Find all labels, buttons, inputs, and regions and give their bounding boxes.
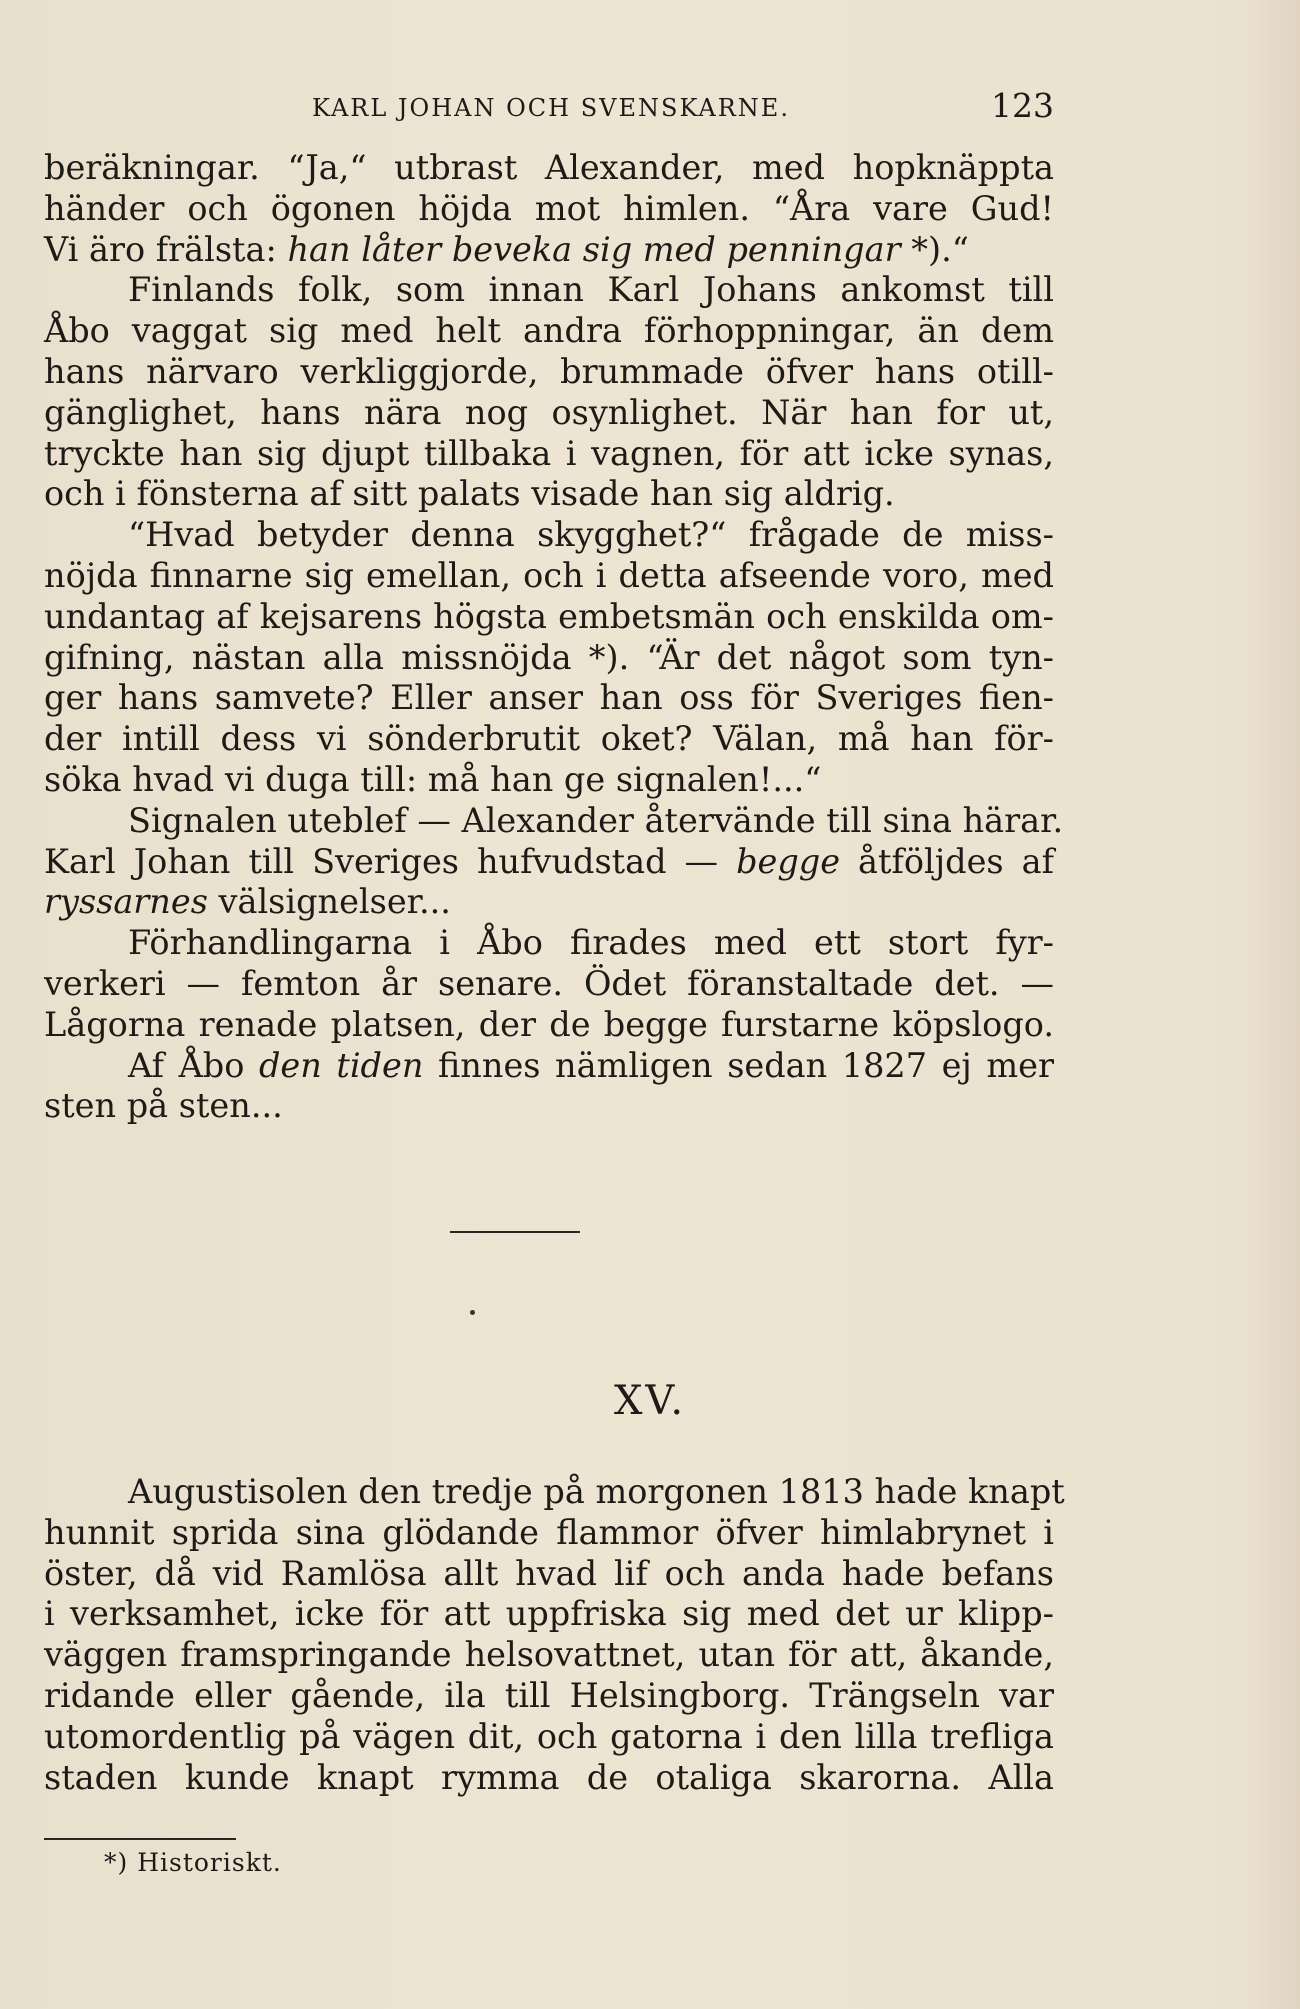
text-line <box>44 1472 1065 1513</box>
line-text: Karl Johan till Sveriges hufvudstad — <box>44 841 737 881</box>
page-shadow <box>1240 0 1300 2009</box>
line-text-continued: *).“ <box>900 229 969 269</box>
text-line <box>44 800 1064 842</box>
text-line <box>44 270 1054 311</box>
footnote: *) Historiskt. <box>104 1848 282 1877</box>
italic-text: ryssarnes <box>44 882 208 922</box>
text-line <box>44 597 1054 638</box>
text-line <box>44 964 1054 1005</box>
text-line <box>44 1086 1054 1127</box>
italic-text: han låter beveka sig med penningar <box>287 229 901 269</box>
line-text-continued: åtföljdes af <box>840 841 1054 881</box>
line-text: gifning, nästan alla missnöjda *). “Är det något som tyn- <box>44 637 1054 677</box>
line-text: hunnit sprida sina glödande flammor öfver himlabrynet i <box>44 1512 1054 1552</box>
text-line <box>44 434 1054 475</box>
text-line <box>44 230 1054 271</box>
line-text: beräkningar. “Ja,“ utbrast Alexander, med hopknäppta <box>44 148 1054 187</box>
paragraph <box>44 515 1054 801</box>
italic-text: den tiden <box>258 1045 424 1085</box>
text-line <box>44 638 1054 679</box>
line-text: Vi äro frälsta: <box>44 229 288 269</box>
text-line <box>44 923 1054 964</box>
line-text: gänglighet, hans nära nog osynlighet. När han for ut, <box>44 392 1054 432</box>
paragraph <box>44 148 1054 270</box>
text-line <box>44 556 1054 597</box>
line-text: nöjda finnarne sig emellan, och i detta afseende voro, med <box>44 555 1054 595</box>
text-line <box>44 515 1054 556</box>
chapter-heading: XV. <box>613 1378 687 1424</box>
page-number: 123 <box>991 86 1054 125</box>
text-line <box>44 719 1054 760</box>
text-line <box>44 678 1054 719</box>
line-text: söka hvad vi duga till: må han ge signalen!...“ <box>44 759 822 799</box>
text-line <box>44 148 1054 189</box>
line-text: ridande eller gående, ila till Helsingborg. Trängseln var <box>44 1675 1054 1715</box>
line-text: der intill dess vi sönderbrutit oket? Välan, må han för- <box>44 719 1054 759</box>
paragraph <box>44 1472 1065 1798</box>
line-text-continued: finnes nämligen sedan 1827 ej mer <box>423 1045 1054 1085</box>
text-line <box>44 189 1054 230</box>
text-line <box>44 1046 1054 1087</box>
text-line <box>44 842 1054 883</box>
text-line <box>44 1676 1054 1717</box>
line-text: väggen framspringande helsovattnet, utan för att, åkande, <box>44 1635 1054 1675</box>
body-text <box>44 148 1064 1127</box>
text-line <box>44 474 1054 515</box>
text-line <box>44 1594 1054 1635</box>
paragraph <box>44 270 1054 515</box>
line-text: verkeri — femton år senare. Ödet föranstaltade det. — <box>44 963 1054 1003</box>
text-line <box>44 311 1054 352</box>
text-line <box>44 1513 1054 1554</box>
line-text-continued: välsignelser... <box>207 882 451 922</box>
text-line <box>44 1758 1054 1799</box>
line-text: och i fönsterna af sitt palats visade han sig aldrig. <box>44 474 895 514</box>
line-text: Lågorna renade platsen, der de begge furstarne köpslogo. <box>44 1004 1054 1044</box>
paragraph <box>44 800 1064 923</box>
line-text: Förhandlingarna i Åbo firades med ett stort fyr- <box>128 923 1054 963</box>
text-line <box>44 760 1054 801</box>
line-text: undantag af kejsarens högsta embetsmän och enskilda om- <box>44 596 1054 636</box>
section-divider <box>450 1231 580 1233</box>
line-text: öster, då vid Ramlösa allt hvad lif och anda hade befans <box>44 1553 1054 1593</box>
line-text: Finlands folk, som innan Karl Johans ankomst till <box>128 270 1054 310</box>
text-line <box>44 352 1054 393</box>
chapter-text <box>44 1472 1065 1798</box>
page-header <box>44 86 1054 126</box>
text-line <box>44 1005 1054 1046</box>
line-text: “Hvad betyder denna skygghet?“ frågade de miss- <box>128 515 1054 555</box>
line-text: tryckte han sig djupt tillbaka i vagnen, för att icke synas, <box>44 433 1054 473</box>
line-text: hans närvaro verkliggjorde, brummade öfver hans otill- <box>44 351 1054 391</box>
line-text: sten på sten... <box>44 1086 283 1126</box>
ink-speck <box>470 1310 475 1315</box>
line-text: Åbo vaggat sig med helt andra förhoppningar, än dem <box>44 311 1054 351</box>
line-text: Signalen uteblef — Alexander återvände till sina härar. <box>128 800 1064 840</box>
italic-text: begge <box>736 841 841 881</box>
text-line <box>44 882 1054 923</box>
line-text: utomordentlig på vägen dit, och gatorna i den lilla trefliga <box>44 1716 1054 1756</box>
line-text: händer och ögonen höjda mot himlen. “Åra vare Gud! <box>44 188 1054 228</box>
text-line <box>44 1554 1054 1595</box>
line-text: staden kunde knapt rymma de otaliga skarorna. Alla <box>44 1757 1054 1797</box>
text-line <box>44 1717 1054 1758</box>
line-text: Augustisolen den tredje på morgonen 1813 hade knapt <box>128 1472 1065 1511</box>
paragraph <box>44 923 1054 1127</box>
line-text: Af Åbo <box>128 1045 259 1085</box>
line-text: ger hans samvete? Eller anser han oss för Sveriges fien- <box>44 678 1054 718</box>
text-line <box>44 393 1054 434</box>
line-text: i verksamhet, icke för att uppfriska sig med det ur klipp- <box>44 1594 1054 1634</box>
text-line <box>44 1635 1054 1676</box>
running-head: KARL JOHAN OCH SVENSKARNE. <box>312 94 790 122</box>
footnote-rule <box>44 1838 236 1840</box>
